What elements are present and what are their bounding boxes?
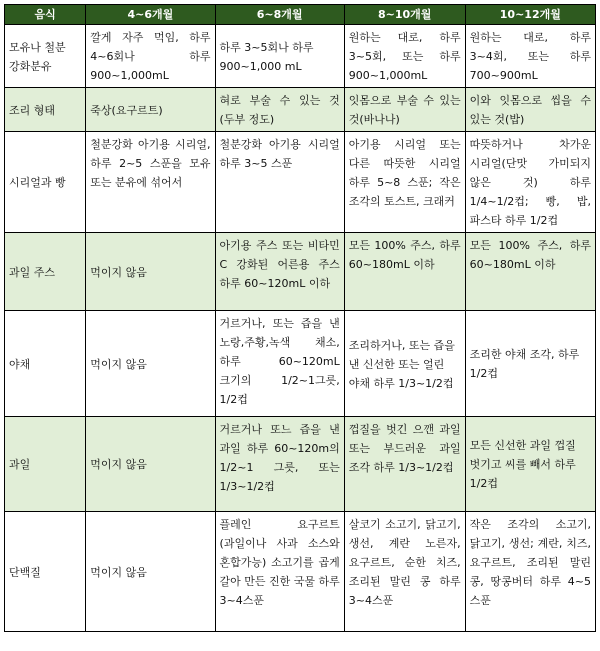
table-cell: 원하는 대로, 하루 3~5회, 또는 하루 900~1,000mL (344, 25, 465, 88)
table-cell: 살코기 소고기, 닭고기, 생선, 계란 노른자, 요구르트, 순한 치즈, 조리된 말린 콩 하루 3~4스푼 (344, 512, 465, 632)
table-cell: 원하는 대로, 하루 3~4회, 또는 하루 700~900mL (465, 25, 595, 88)
header-6-8-months: 6~8개월 (215, 5, 344, 25)
table-cell: 거르거나, 또는 즙을 낸 노랑,주황,녹색 채소, 하루 60~120mL 크기의 1/2~1그릇, 1/2컵 (215, 311, 344, 417)
row-label: 모유나 철분 강화분유 (5, 25, 86, 88)
table-cell: 먹이지 않음 (86, 233, 215, 311)
table-cell: 하루 3~5회나 하루 900~1,000 mL (215, 25, 344, 88)
header-10-12-months: 10~12개월 (465, 5, 595, 25)
table-cell: 거르거나 또느 즙을 낸 과일 하루 60~120m의 1/2~1 그릇, 또는 1/3~1/2컵 (215, 417, 344, 512)
row-label: 야채 (5, 311, 86, 417)
table-cell: 이와 잇몸으로 씹을 수 있는 것(밥) (465, 88, 595, 132)
table-row-vegetables (5, 311, 596, 417)
row-label: 단백질 (5, 512, 86, 632)
row-label: 시리얼과 빵 (5, 132, 86, 233)
table-cell: 잇몸으로 부술 수 있는 것(바나나) (344, 88, 465, 132)
table-cell: 혀로 부술 수 있는 것(두부 정도) (215, 88, 344, 132)
table-cell: 모든 100% 주스, 하루 60~180mL 이하 (465, 233, 595, 311)
table-cell: 모든 신선한 과일 껍질 벗기고 씨를 빼서 하루 1/2컵 (465, 417, 595, 512)
table-cell: 철분강화 아기용 시리얼, 하루 2~5 스푼을 모유 또는 분유에 섞어서 (86, 132, 215, 233)
table-header-row (5, 5, 596, 25)
table-cell: 플레인 요구르트 (과일이나 사과 소스와 혼합가능) 소고기를 곱게 갈아 만든 진한 국물 하루 3~4스푼 (215, 512, 344, 632)
table-cell: 먹이지 않음 (86, 512, 215, 632)
header-4-6-months: 4~6개월 (86, 5, 215, 25)
table-cell: 작은 조각의 소고기, 닭고기, 생선; 계란, 치즈, 요구르트, 조리된 말린 콩, 땅콩버터 하루 4~5 스푼 (465, 512, 595, 632)
table-cell: 먹이지 않음 (86, 311, 215, 417)
table-cell: 먹이지 않음 (86, 417, 215, 512)
table-row-juice (5, 233, 596, 311)
table-row-texture (5, 88, 596, 132)
table-cell: 아기용 시리얼 또는 다른 따뜻한 시리얼 하루 5~8 스푼; 작은 조각의 토스트, 크래커 (344, 132, 465, 233)
table-cell: 껍질을 벗긴 으깬 과일 또는 부드러운 과일 조각 하루 1/3~1/2컵 (344, 417, 465, 512)
table-row-protein (5, 512, 596, 632)
table-cell: 죽상(요구르트) (86, 88, 215, 132)
table-row-breastmilk (5, 25, 596, 88)
table-cell: 따뜻하거나 차가운 시리얼(단맛 가미되지 않은 것) 하루 1/4~1/2컵; 빵, 밥, 파스타 하루 1/2컵 (465, 132, 595, 233)
row-label: 과일 (5, 417, 86, 512)
table-cell: 모든 100% 주스, 하루 60~180mL 이하 (344, 233, 465, 311)
infant-feeding-table (4, 4, 596, 632)
row-label: 조리 형태 (5, 88, 86, 132)
table-cell: 아기용 주스 또는 비타민 C 강화된 어른용 주스 하루 60~120mL 이하 (215, 233, 344, 311)
table-cell: 깔게 자주 먹임, 하루 4~6회나 하루 900~1,000mL (86, 25, 215, 88)
row-label: 과일 주스 (5, 233, 86, 311)
table-cell: 조리한 야채 조각, 하루 1/2컵 (465, 311, 595, 417)
table-row-fruit (5, 417, 596, 512)
table-row-cereal (5, 132, 596, 233)
header-8-10-months: 8~10개월 (344, 5, 465, 25)
header-food: 음식 (5, 5, 86, 25)
table-cell: 조리하거나, 또는 즙을 낸 신선한 또는 얼린 야채 하루 1/3~1/2컵 (344, 311, 465, 417)
table-cell: 철분강화 아기용 시리얼 하루 3~5 스푼 (215, 132, 344, 233)
